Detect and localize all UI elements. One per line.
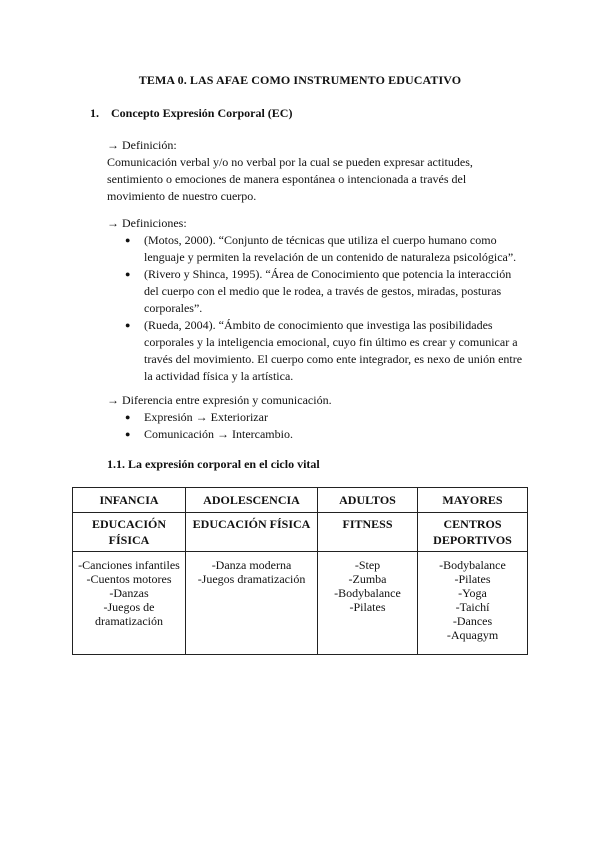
activity-item: -Canciones infantiles [78,558,180,572]
activity-item: -Juegos dramatización [197,572,306,586]
activity-item: -Yoga [458,586,487,600]
table-subheader-cell: EDUCACIÓN FÍSICA [73,513,186,552]
table-subheader-cell: FITNESS [318,513,418,552]
activity-item: -Danza moderna [211,558,292,572]
section-1-number: 1. [90,106,99,120]
table-header-cell: INFANCIA [73,488,186,513]
activity-item: -Danzas [109,586,149,600]
table-cell-mayores [418,552,528,655]
table-header-cell: MAYORES [418,488,528,513]
definition-block [107,137,527,205]
table-header-cell: ADOLESCENCIA [186,488,318,513]
table-header-cell: ADULTOS [318,488,418,513]
definitions-block [107,215,527,385]
section-1-heading [90,106,292,121]
table-cell-infancia [73,552,186,655]
list-item: ● (Rivero y Shinca, 1995). “Área de Conocimiento que potencia la interacción del cuerpo con el medio que le rodea, a través de gestos, miradas, posturas corporales”. [107,266,527,317]
activity-item: -Aquagym [446,628,499,642]
table-cell-adultos [318,552,418,655]
definitions-label: → Definiciones: [107,216,187,230]
activity-item: -Bodybalance [439,558,506,572]
table-header-row [73,488,528,513]
difference-block [107,392,527,443]
table-subheader-row [73,513,528,552]
section-1-title: Concepto Expresión Corporal (EC) [111,106,293,120]
definition-label: → Definición: [107,138,177,152]
difference-label: → Diferencia entre expresión y comunicación. [107,393,332,407]
activity-item: -Taichí [455,600,490,614]
activity-item: -Pilates [454,572,491,586]
definition-text: Comunicación verbal y/o no verbal por la cual se pueden expresar actitudes, sentimiento o emociones de manera espontánea o intencionada a través del movimiento de nuestro cuerpo. [107,155,473,203]
life-cycle-table [72,487,528,655]
activity-item: -Bodybalance [334,586,401,600]
activity-item: -Pilates [349,600,386,614]
activity-item: -Zumba [348,572,387,586]
document-title: TEMA 0. LAS AFAE COMO INSTRUMENTO EDUCATIVO [138,73,462,87]
list-item: ● Comunicación → Intercambio. [107,426,527,443]
section-1-1-heading: 1.1. La expresión corporal en el ciclo vital [107,457,320,471]
table-subheader-cell: EDUCACIÓN FÍSICA [186,513,318,552]
list-item: ● Expresión → Exteriorizar [107,409,527,426]
activity-item: -Step [354,558,381,572]
definitions-list [107,232,527,385]
table-subheader-cell: CENTROS DEPORTIVOS [418,513,528,552]
activity-item: -Juegos de dramatización [95,600,163,628]
activity-item: -Dances [452,614,493,628]
table-cell-adolescencia [186,552,318,655]
difference-list [107,409,527,443]
activity-item: -Cuentos motores [86,572,172,586]
table-row [73,552,528,655]
list-item: ● (Motos, 2000). “Conjunto de técnicas que utiliza el cuerpo humano como lenguaje y permiten la revelación de un contenido de naturaleza psicológica”. [107,232,527,266]
list-item: ● (Rueda, 2004). “Ámbito de conocimiento que investiga las posibilidades corporales y la inteligencia emocional, cuyo fin último es crear y comunicar a través del movimiento. El cuerpo como ente integrador, es nexo de unión entre la actividad física y la artística. [107,317,527,385]
